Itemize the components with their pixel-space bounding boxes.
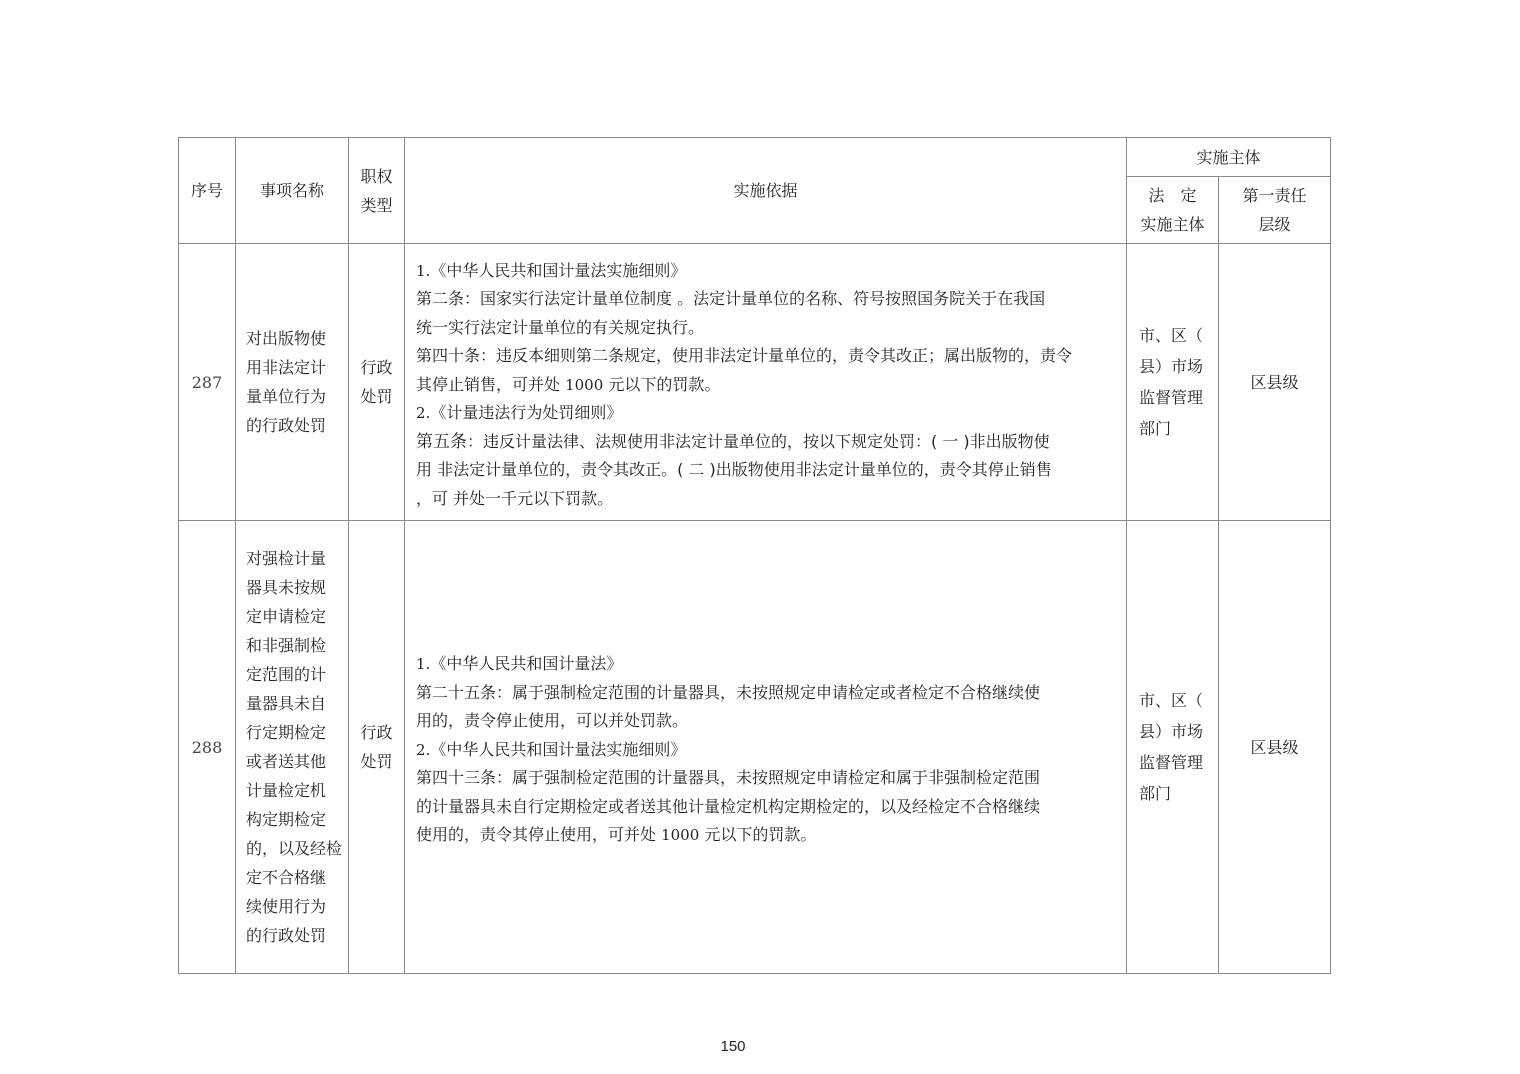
page-number: 150 — [720, 1038, 746, 1055]
basis-line: 第四十条：违反本细则第二条规定，使用非法定计量单位的，责令其改正；属出版物的，责令 — [416, 346, 1073, 366]
basis-line: 第二条：国家实行法定计量单位制度 。法定计量单位的名称、符号按照国务院关于在我国 — [416, 289, 1046, 309]
basis-line: 统一实行法定计量单位的有关规定执行。 — [416, 317, 705, 337]
item-name-line: 和非强制检 — [246, 636, 327, 655]
legal-subject-line: 县）市场 — [1139, 357, 1204, 376]
item-name-line: 续使用行为 — [246, 897, 327, 916]
power-type-line: 处罚 — [360, 387, 393, 406]
basis-line: 的计量器具未自行定期检定或者送其他计量检定机构定期检定的，以及经检定不合格继续 — [416, 796, 1041, 816]
basis-law-title: 《中华人民共和国计量法实施细则》 — [430, 739, 687, 759]
item-name-line: 定申请检定 — [246, 607, 327, 626]
header-legal-subject-line: 实施主体 — [1140, 215, 1205, 234]
header-first-level-line: 第一责任 — [1242, 186, 1307, 205]
header-subject: 实施主体 — [1127, 138, 1331, 177]
item-name-line: 对强检计量 — [246, 549, 327, 568]
basis-number: 1. — [416, 655, 431, 674]
basis-number: 1. — [416, 261, 431, 280]
basis-article: 第五条 — [416, 431, 467, 452]
row-number: 288 — [179, 521, 236, 974]
basis-law-title: 《中华人民共和国计量法》 — [430, 654, 623, 674]
item-name — [236, 521, 349, 974]
header-basis: 实施依据 — [405, 138, 1127, 244]
legal-subject-line: 部门 — [1139, 419, 1172, 438]
basis-line: ，可 并处一千元以下罚款。 — [416, 488, 614, 508]
legal-basis — [405, 244, 1127, 521]
header-seq: 序号 — [179, 138, 236, 244]
power-type-line: 行政 — [360, 723, 393, 742]
item-name-line: 计量检定机 — [246, 781, 327, 800]
item-name-line: 对出版物使 — [246, 329, 327, 348]
header-first-level — [1219, 177, 1331, 244]
power-type — [349, 244, 405, 521]
basis-text: 元以下的罚款。 — [603, 374, 721, 394]
basis-number: 2. — [416, 404, 431, 423]
item-name-line: 器具未按规 — [246, 578, 327, 597]
basis-text: 使用的，责令其停止使用，可并处 — [416, 825, 662, 845]
basis-law-title: 《中华人民共和国计量法实施细则》 — [430, 260, 687, 280]
item-name-line: 量器具未自 — [246, 694, 327, 713]
legal-subject-line: 部门 — [1139, 784, 1172, 803]
enforcement-table — [178, 137, 1331, 974]
header-legal-subject — [1127, 177, 1219, 244]
item-name-line: 量单位行为 — [246, 387, 327, 406]
basis-line — [416, 399, 1116, 428]
item-name-line: 定不合格继 — [246, 868, 327, 887]
header-power-type — [349, 138, 405, 244]
basis-line — [416, 736, 1116, 765]
basis-line — [416, 428, 1116, 457]
item-name-line: 行定期检定 — [246, 723, 327, 742]
legal-subject — [1127, 244, 1219, 521]
basis-line — [416, 650, 1116, 679]
basis-text: ：违反计量法律、法规使用非法定计量单位的，按以下规定处罚：( 一 )非出版物使 — [467, 431, 1050, 451]
responsibility-level: 区县级 — [1219, 521, 1331, 974]
power-type-line: 行政 — [360, 358, 393, 377]
header-first-level-line: 层级 — [1258, 215, 1291, 234]
legal-subject-line: 县）市场 — [1139, 722, 1204, 741]
legal-subject-line: 监督管理 — [1139, 388, 1204, 407]
header-item-name: 事项名称 — [236, 138, 349, 244]
basis-line: 第二十五条：属于强制检定范围的计量器具，未按照规定申请检定或者检定不合格继续使 — [416, 682, 1041, 702]
table-row — [179, 521, 1331, 974]
basis-line — [416, 821, 1116, 850]
basis-line: 第四十三条：属于强制检定范围的计量器具，未按照规定申请检定和属于非强制检定范围 — [416, 768, 1041, 788]
basis-amount: 1000 — [661, 826, 700, 845]
item-name-line: 用非法定计 — [246, 358, 327, 377]
item-name-line: 的，以及经检 — [246, 839, 343, 858]
basis-line — [416, 257, 1116, 286]
item-name-line: 的行政处罚 — [246, 416, 327, 435]
basis-text: 其停止销售，可并处 — [416, 374, 566, 394]
item-name-line: 或者送其他 — [246, 752, 327, 771]
item-name-line: 的行政处罚 — [246, 926, 327, 945]
legal-subject-line: 监督管理 — [1139, 753, 1204, 772]
legal-basis — [405, 521, 1127, 974]
responsibility-level: 区县级 — [1219, 244, 1331, 521]
item-name-line: 构定期检定 — [246, 810, 327, 829]
basis-amount: 1000 — [565, 375, 604, 394]
basis-line: 用的，责令停止使用，可以并处罚款。 — [416, 711, 689, 731]
basis-line — [416, 371, 1116, 400]
item-name-line: 定范围的计 — [246, 665, 327, 684]
header-power-type-line: 类型 — [360, 195, 393, 215]
power-type — [349, 521, 405, 974]
legal-subject-line: 市、区（ — [1139, 326, 1204, 345]
basis-number: 2. — [416, 740, 431, 759]
table-header-row — [179, 138, 1331, 177]
basis-law-title: 《计量违法行为处罚细则》 — [430, 403, 623, 423]
header-legal-subject-line: 法 定 — [1148, 186, 1197, 205]
legal-subject-line: 市、区（ — [1139, 691, 1204, 710]
item-name — [236, 244, 349, 521]
table-row — [179, 244, 1331, 521]
basis-line: 用 非法定计量单位的，责令其改正。( 二 )出版物使用非法定计量单位的，责令其停止销售 — [416, 460, 1052, 480]
legal-subject — [1127, 521, 1219, 974]
row-number: 287 — [179, 244, 236, 521]
header-power-type-line: 职权 — [360, 166, 393, 186]
power-type-line: 处罚 — [360, 752, 393, 771]
basis-text: 元以下的罚款。 — [699, 825, 817, 845]
